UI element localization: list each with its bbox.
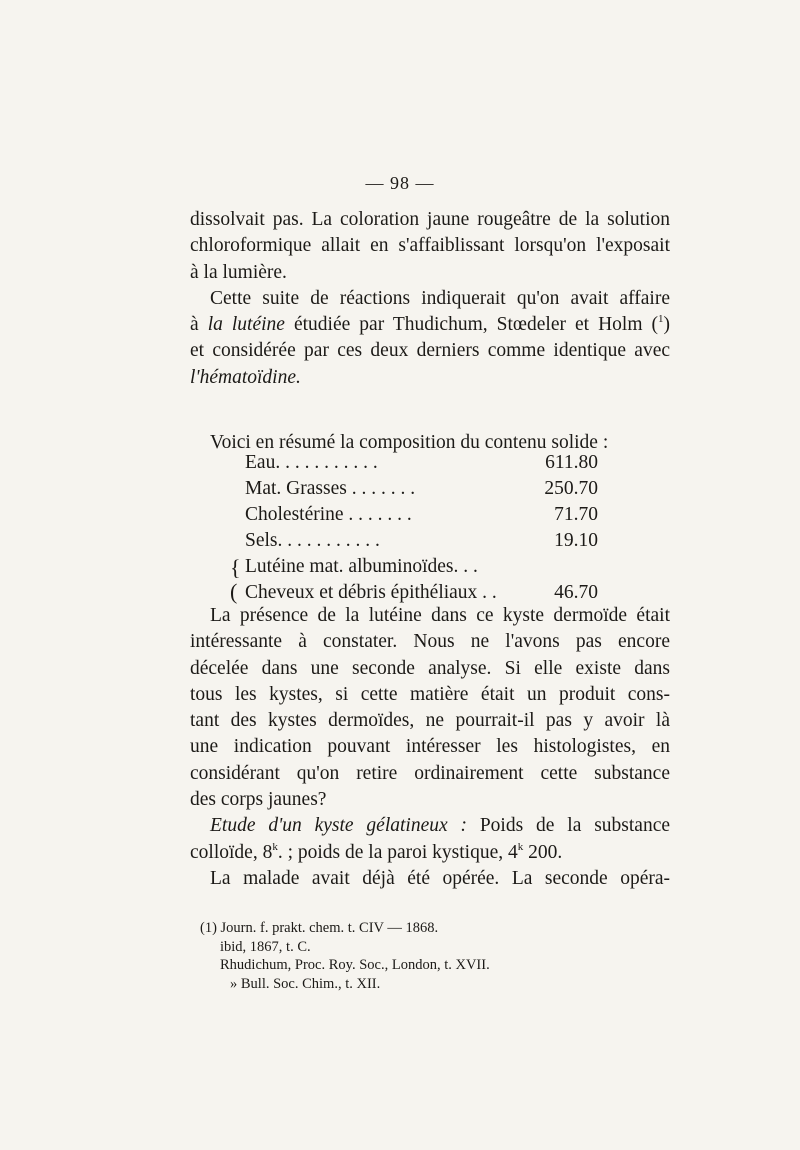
table-row — [190, 478, 670, 504]
paragraph-solution-coloration — [190, 207, 670, 391]
paragraph-luteine-presence — [190, 603, 670, 892]
text-line: La présence de la lutéine dans ce kyste dermoïde était — [210, 605, 670, 626]
footnote-line: (1) Journ. f. prakt. chem. t. CIV — 1868. — [200, 920, 439, 936]
text-line: considérant qu'on retire ordinairement cette substance — [190, 762, 670, 784]
text-line: La malade avait déjà été opérée. La seconde opéra- — [210, 867, 670, 889]
row-value: 46.70 — [554, 582, 598, 603]
row-label: Eau. . . . . . . . . . . — [245, 452, 378, 473]
table-row — [190, 452, 670, 478]
text-line: décelée dans une seconde analyse. Si elle existe dans — [190, 657, 670, 679]
footnote-line: ibid, 1867, t. C. — [220, 938, 311, 955]
text-line: à la lutéine étudiée par Thudichum, Stœdeler et Holm ($^1$) — [190, 313, 671, 336]
text-line: à la lumière. — [190, 261, 287, 283]
table-row — [190, 530, 670, 556]
brace-glyph: { — [230, 555, 241, 580]
text-line: colloïde, 8$^k$. ; poids de la paroi kystique, 4$^k$ 200. — [190, 840, 563, 863]
italic-heading-kyste: Etude d'un kyste gélatineux : — [210, 815, 467, 837]
row-label: Sels. . . . . . . . . . . — [245, 530, 380, 551]
footnote-ref: 1 — [658, 313, 664, 326]
row-value: 611.80 — [545, 452, 598, 473]
brace-glyph: ( — [230, 579, 238, 604]
text-line: Etude d'un kyste gélatineux : Poids de la substance — [210, 815, 671, 837]
row-label: Lutéine mat. albuminoïdes. . . — [245, 556, 478, 577]
row-label: Cholestérine . . . . . . . — [245, 504, 412, 525]
row-value: 250.70 — [544, 478, 598, 499]
page-number: — 98 — — [365, 173, 435, 193]
text-line: des corps jaunes? — [190, 789, 327, 811]
row-label: Cheveux et débris épithéliaux . . — [245, 582, 497, 603]
row-value: 71.70 — [554, 504, 598, 525]
row-value: 19.10 — [554, 530, 598, 551]
table-row — [190, 556, 670, 582]
footnotes — [200, 919, 490, 993]
italic-term-luteine: la lutéine — [207, 314, 285, 336]
italic-term-hematoidine: l'hématoïdine. — [190, 366, 301, 388]
footnote-line: » Bull. Soc. Chim., t. XII. — [230, 975, 381, 992]
footnote-line: Rhudichum, Proc. Roy. Soc., London, t. XVII. — [220, 957, 490, 973]
text-line: tant des kystes dermoïdes, ne pourrait-il pas y avoir là — [190, 710, 670, 732]
text-line: tous les kystes, si cette matière était un produit cons- — [190, 683, 670, 705]
row-label: Mat. Grasses . . . . . . . — [245, 478, 416, 499]
text-line: chloroformique allait en s'affaiblissant lorsqu'on l'exposait — [190, 235, 670, 257]
table-row — [190, 504, 670, 530]
text-line: intéressante à constater. Nous ne l'avons pas encore — [190, 631, 670, 653]
text-line: Voici en résumé la composition du contenu solide : — [210, 432, 609, 453]
text-line: une indication pouvant intéresser les histologistes, en — [190, 736, 670, 758]
text-line: dissolvait pas. La coloration jaune rougeâtre de la solution — [190, 209, 670, 230]
text-line: Cette suite de réactions indiquerait qu'on avait affaire — [210, 287, 670, 309]
text-line: et considérée par ces deux derniers comme identique avec — [190, 340, 670, 362]
